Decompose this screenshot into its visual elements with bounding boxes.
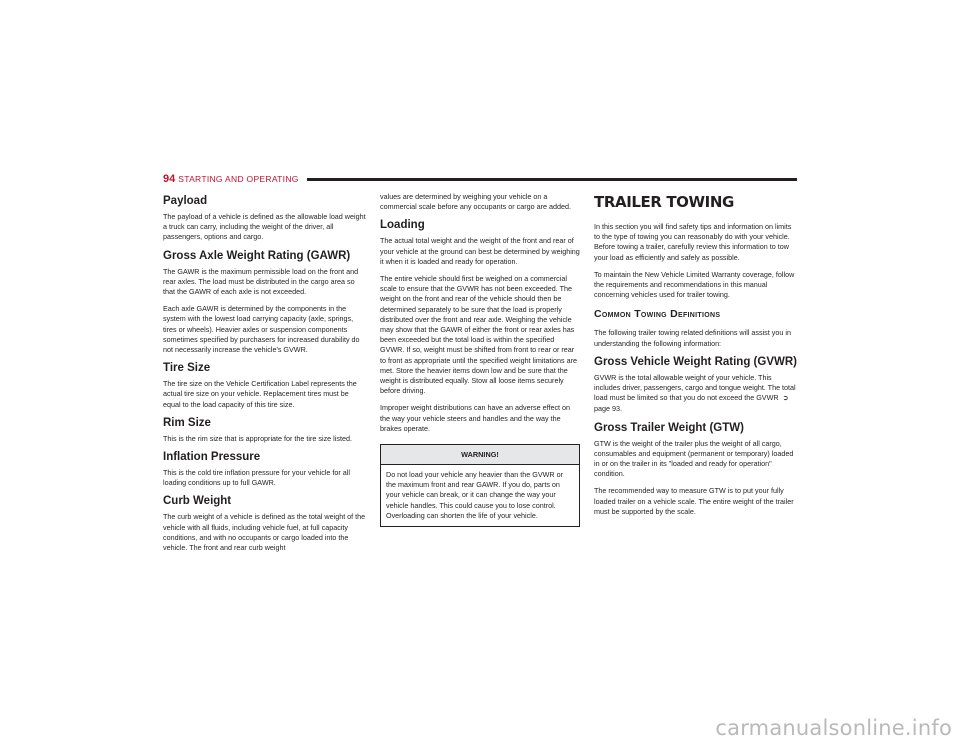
left-column [163, 192, 366, 560]
common-towing-definitions-text: The following trailer towing related definitions will assist you in understanding the following information: [594, 328, 791, 348]
inflation-pressure-heading: Inflation Pressure [163, 451, 261, 464]
gtw-text-1: GTW is the weight of the trailer plus the weight of all cargo, consumables and equipment (permanent or temporary) loaded in or on the trailer in its "loaded and ready for operation" condition. [594, 438, 794, 479]
gawr-text-2: Each axle GAWR is determined by the components in the system with the lowest load carrying capacity (axle, springs, tires or wheels). Heavier axles or suspension components sometimes specified by purchasers for increased durability do not necessarily increase the vehicle's GVWR. [163, 304, 360, 355]
gtw-heading: Gross Trailer Weight (GTW) [594, 421, 744, 434]
trailer-towing-title: TRAILER TOWING [594, 193, 734, 211]
common-towing-definitions-heading: Common Towing Definitions [594, 308, 721, 321]
warning-box [380, 444, 580, 527]
gvwr-paragraph [594, 373, 797, 415]
watermark: carmanualsonline.info [715, 716, 952, 740]
curb-weight-text: The curb weight of a vehicle is defined as the total weight of the vehicle with all fluids, including vehicle fuel, at full capacity conditions, and with no occupants or cargo loaded into the vehicle. The front and rear curb weight [163, 512, 366, 553]
payload-text: The payload of a vehicle is defined as the allowable load weight a truck can carry, including the weight of the driver, all passengers, options and cargo. [163, 212, 366, 242]
payload-heading: Payload [163, 195, 208, 207]
warning-text: Do not load your vehicle any heavier than the GVWR or the maximum front and rear GAWR. If you do, parts on your vehicle can break, or it can change the way your vehicle handles. This could cause you to lose control. Overloading can shorten the life of your vehicle. [386, 470, 563, 520]
gvwr-page-reference[interactable]: page 93. [594, 404, 622, 414]
inflation-pressure-text: This is the cold tire inflation pressure for your vehicle for all loading conditions up to full GAWR. [163, 468, 350, 488]
right-column [594, 192, 797, 524]
gawr-heading: Gross Axle Weight Rating (GAWR) [163, 249, 351, 262]
rim-size-heading: Rim Size [163, 416, 211, 429]
page-header [163, 172, 797, 186]
curb-weight-heading: Curb Weight [163, 495, 232, 508]
middle-column [380, 192, 580, 527]
tire-size-text: The tire size on the Vehicle Certification Label represents the actual tire size on your vehicle. Replacement tires must be equal to the load capacity of this tire size. [163, 379, 357, 409]
trailer-towing-intro-1: In this section you will find safety tips and information on limits to the type of towing you can reasonably do with your vehicle. Before towing a trailer, carefully review this information to tow your load as efficiently and safely as possible. [594, 222, 792, 262]
curb-weight-continued: values are determined by weighing your vehicle on a commercial scale before any occupants or cargo are added. [380, 192, 571, 212]
gvwr-text: GVWR is the total allowable weight of your vehicle. This includes driver, passengers, cargo and tongue weight. The total load must be limited so that you do not exceed the GVWR [594, 372, 796, 403]
warning-title: WARNING! [381, 445, 579, 465]
header-rule [307, 178, 797, 181]
gtw-text-2: The recommended way to measure GTW is to put your fully loaded trailer on a vehicle scale. The entire weight of the trailer must be supported by the scale. [594, 486, 794, 516]
loading-text-1: The actual total weight and the weight of the front and rear of your vehicle at the ground can best be determined by weighing it when it is loaded and ready for operation. [380, 236, 580, 266]
section-title: STARTING AND OPERATING [178, 174, 299, 184]
gawr-text-1: The GAWR is the maximum permissible load on the front and rear axles. The load must be distributed in the cargo area so that the GAWR of each axle is not exceeded. [163, 266, 359, 297]
rim-size-text: This is the rim size that is appropriate for the tire size listed. [163, 433, 352, 443]
gvwr-heading: Gross Vehicle Weight Rating (GVWR) [594, 355, 797, 368]
tire-size-heading: Tire Size [163, 362, 211, 375]
loading-heading: Loading [380, 219, 425, 232]
loading-text-3: Improper weight distributions can have an adverse effect on the way your vehicle steers and handles and the way the brakes operate. [380, 403, 571, 433]
page-number: 94 [163, 173, 176, 185]
loading-text-2: The entire vehicle should first be weighed on a commercial scale to ensure that the GVWR has not been exceeded. The weight on the front and rear of the vehicle should then be determined separately to be sure that the load is properly distributed over the front and rear axle. Weighing the vehicle may show that the GAWR of either the front or rear axles has been exceeded but the total load is within the specified GVWR. If so, weight must be shifted from front to rear or rear to front as appropriate until the specified weight limitations are met. Store the heavier items down low and be sure that the weight is distributed equally. Stow all loose items securely before driving. [380, 274, 577, 396]
page-reference-arrow-icon: ➲ [782, 395, 789, 403]
trailer-towing-intro-2: To maintain the New Vehicle Limited Warranty coverage, follow the requirements and recommendations in this manual concerning vehicles used for trailer towing. [594, 269, 795, 300]
